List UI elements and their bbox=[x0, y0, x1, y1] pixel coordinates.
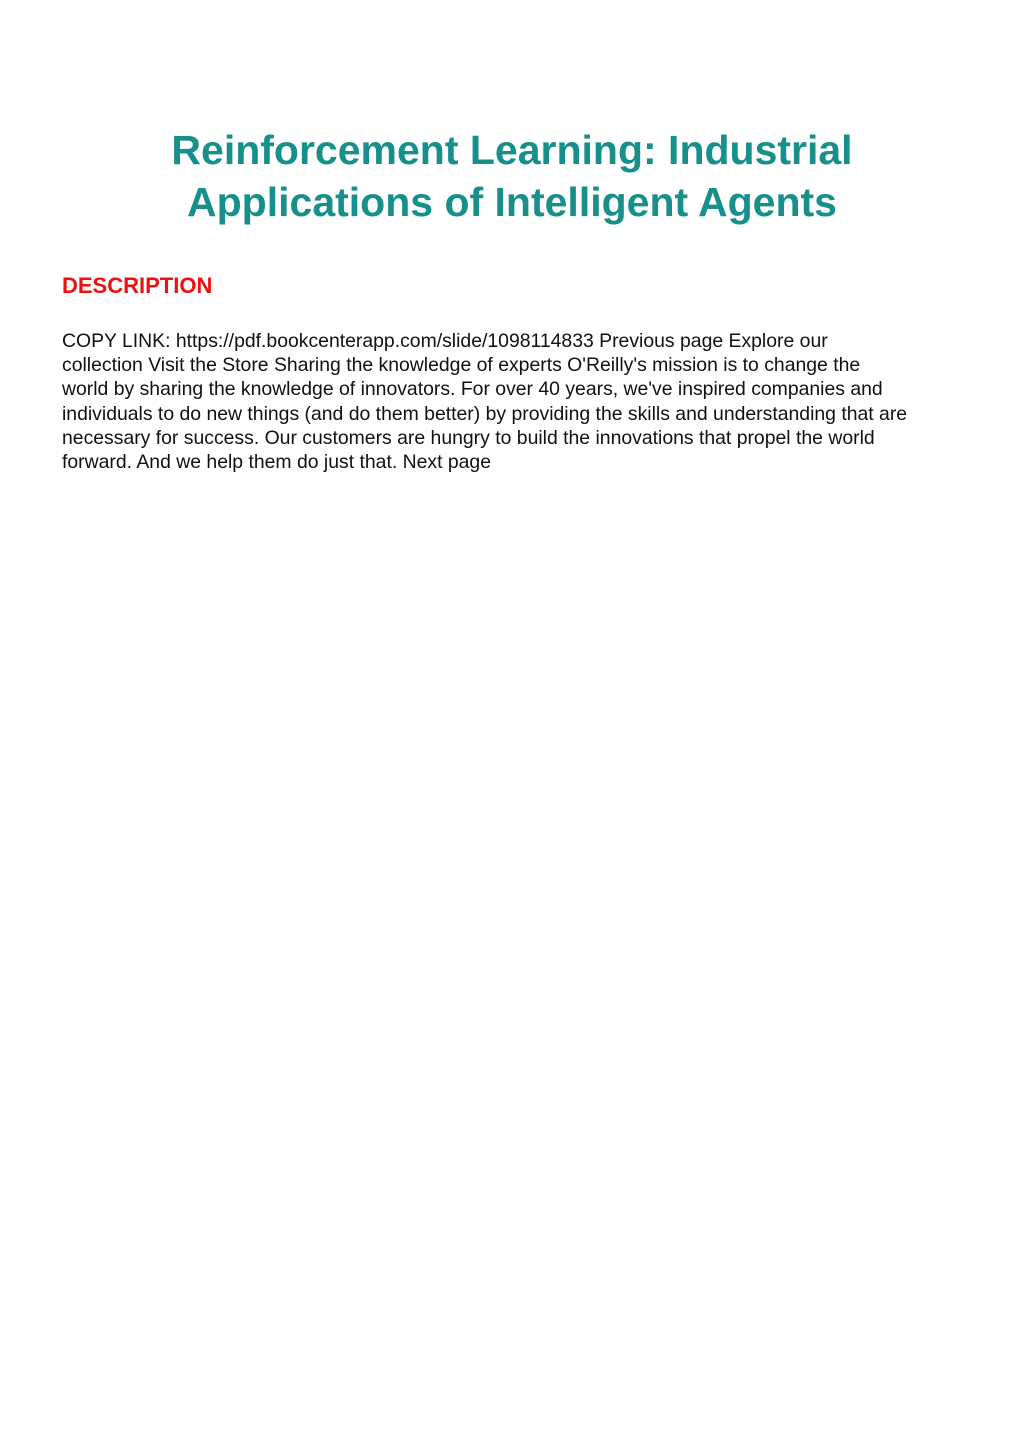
description-line-3: world by sharing the knowledge of innovators. For over 40 years, we've inspired companies and bbox=[62, 378, 883, 401]
description-line-2: collection Visit the Store Sharing the knowledge of experts O'Reilly's mission is to change the bbox=[62, 354, 861, 377]
description-line-5: necessary for success. Our customers are hungry to build the innovations that propel the world bbox=[62, 426, 875, 449]
document-title-line-2: Applications of Intelligent Agents bbox=[187, 179, 837, 225]
description-line-4: individuals to do new things (and do them better) by providing the skills and understanding that are bbox=[62, 402, 908, 425]
document-title-line-1: Reinforcement Learning: Industrial bbox=[171, 127, 853, 173]
description-line-6: forward. And we help them do just that. Next page bbox=[62, 451, 491, 474]
description-text bbox=[62, 329, 972, 474]
document-title bbox=[62, 124, 962, 228]
description-line-1: COPY LINK: https://pdf.bookcenterapp.com/slide/1098114833 Previous page Explore our bbox=[62, 330, 828, 352]
description-heading: DESCRIPTION bbox=[62, 273, 213, 298]
